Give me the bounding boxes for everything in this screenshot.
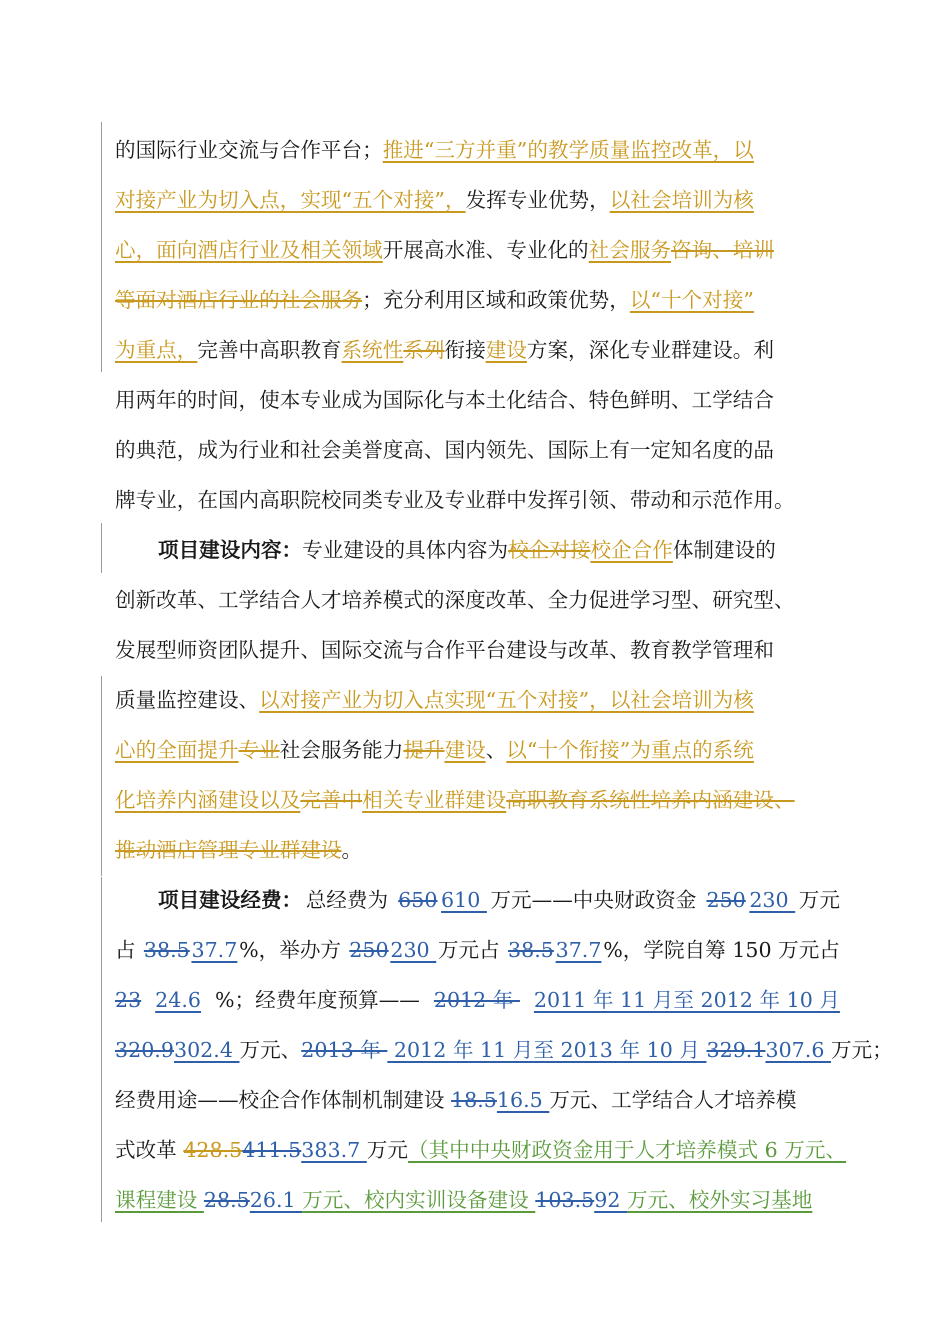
text-run-plain: %，举办方 [239, 938, 348, 962]
text-line [115, 683, 840, 717]
text-run-ins: 以“十个对接” [629, 288, 754, 312]
text-line [115, 633, 840, 667]
text-run-del: 专业 [238, 738, 280, 762]
text-run-insg: （其中中央财政资金用于人才培养模式 6 万元、 [407, 1138, 847, 1162]
text-run-ins: 心的全面提升 [115, 738, 239, 762]
text-run-insb: 16.5 [496, 1088, 550, 1112]
text-run-delb: 411.5 [242, 1138, 302, 1162]
text-run-plain: 衔接 [444, 338, 486, 362]
text-run-plain: 完善中高职教育 [197, 338, 342, 362]
text-run-plain: 万元、工学结合人才培养模 [549, 1088, 797, 1112]
text-run-plain: 万元——中央财政资金 [490, 888, 703, 912]
text-run-plain: 的典范，成为行业和社会美誉度高、国内领先、国际上有一定知名度的品 [115, 438, 774, 462]
text-run-insb: 307.6 [765, 1038, 831, 1062]
text-run-delb: 28.5 [203, 1188, 250, 1212]
text-run-insb: 230 [749, 888, 796, 912]
text-run-delb: 650 [398, 888, 438, 912]
text-run-ins: 系统性 [341, 338, 404, 362]
text-run-plain: ；充分利用区域和政策优势， [362, 288, 630, 312]
text-run-ins: 以社会培训为核 [609, 188, 754, 212]
text-line [115, 983, 840, 1017]
text-run-plain: 专业建设的具体内容为 [302, 538, 509, 562]
text-run-plain: 体制建设的 [672, 538, 776, 562]
text-run-del: 系列 [403, 338, 445, 362]
text-run-plain: %；经费年度预算—— [214, 988, 420, 1012]
text-run-del: 校企对接 [508, 538, 591, 562]
text-run-b: 项目建设经费： [158, 888, 303, 912]
text-line [115, 1183, 840, 1217]
text-run-delb: 329.1 [706, 1038, 766, 1062]
text-line [115, 733, 840, 767]
text-run-insg: 万元、校外实习基地 [627, 1188, 813, 1212]
text-line [115, 483, 840, 517]
text-run-delb: 250 [349, 938, 389, 962]
text-line [115, 283, 840, 317]
text-line [115, 333, 840, 367]
text-run-ins: 心，面向酒店行业及相关领域 [115, 238, 383, 262]
text-run-del: 高职教育系统性培养内涵建设、 [506, 788, 795, 812]
text-run-plain: 方案，深化专业群建设。利 [526, 338, 774, 362]
text-line [115, 1133, 847, 1167]
text-run-plain: 、 [485, 738, 507, 762]
text-run-plain: 的国际行业交流与合作平台； [115, 138, 383, 162]
text-run-delb: 2012 年 [433, 988, 520, 1012]
text-run-insb: 24.6 [155, 988, 202, 1012]
text-run-plain: 万元占 [437, 938, 507, 962]
text-run-insg: 课程建设 [115, 1188, 204, 1212]
text-line [115, 1033, 893, 1067]
text-run-delb: 38.5 [508, 938, 554, 962]
text-run-del: 完善中 [300, 788, 363, 812]
text-run-insb: 610 [441, 888, 487, 912]
text-run-plain: 质量监控建设、 [115, 688, 260, 712]
text-run-insb: 383.7 [301, 1138, 367, 1162]
revision-bar [101, 877, 102, 1222]
text-run-plain: 创新改革、工学结合人才培养模式的深度改革、全力促进学习型、研究型、 [115, 588, 795, 612]
text-run-ins: 校企合作 [590, 538, 673, 562]
text-run-plain: 经费用途——校企合作体制机制建设 [115, 1088, 452, 1112]
text-run-ins: 以对接产业为切入点实现“五个对接”，以社会培训为核 [259, 688, 754, 712]
revision-bar [101, 122, 102, 372]
text-run-plain: %，学院自筹 150 万元占 [603, 938, 840, 962]
text-run-plain: 社会服务能力 [279, 738, 404, 762]
text-line [115, 583, 840, 617]
text-line [115, 833, 840, 867]
text-run-plain: 用两年的时间，使本专业成为国际化与本土化结合、特色鲜明、工学结合 [115, 388, 774, 412]
text-run-ins: 推进“三方并重”的教学质量监控改革，以 [382, 138, 754, 162]
text-run-del: 等面对酒店行业的社会服务 [115, 288, 363, 312]
text-line [115, 133, 840, 167]
text-run-ins: 化培养内涵建设以及 [115, 788, 301, 812]
text-line [115, 233, 840, 267]
text-run-delb: 2013 年 [301, 1038, 388, 1062]
text-run-ins: 为重点， [115, 338, 198, 362]
text-run-plain: 发挥专业优势， [465, 188, 610, 212]
text-run-delb: 38.5 [143, 938, 190, 962]
text-run-ins: 社会服务 [588, 238, 672, 262]
text-line [115, 383, 840, 417]
text-run-insb: 230 [390, 938, 437, 962]
text-run-ins: 建设 [444, 738, 486, 762]
text-run-plain: 万元 [798, 888, 840, 912]
text-run-insg: 万元、校内实训设备建设 [302, 1188, 536, 1212]
text-run-ins: 相关专业群建设 [362, 788, 507, 812]
text-run-plain: 开展高水准、专业化的 [382, 238, 589, 262]
text-run-plain: 万元 [366, 1138, 408, 1162]
text-run-insb: 2011 年 11 月至 2012 年 10 月 [533, 988, 840, 1012]
text-run-plain: 总经费为 [305, 888, 395, 912]
text-run-insb: 2012 年 11 月至 2013 年 10 月 [387, 1038, 707, 1062]
text-run-del: 提升 [403, 738, 445, 762]
text-run-plain: 。 [341, 838, 363, 862]
text-line [115, 783, 840, 817]
revision-bar [101, 676, 102, 876]
text-line [158, 883, 840, 917]
text-run-del: 推动酒店管理专业群建设 [115, 838, 342, 862]
text-run-plain: 发展型师资团队提升、国际交流与合作平台建设与改革、教育教学管理和 [115, 638, 774, 662]
revision-bar [101, 523, 102, 573]
text-run-insb: 92 [594, 1188, 627, 1212]
text-run-insb: 26.1 [249, 1188, 303, 1212]
text-line [115, 933, 840, 967]
text-run-insb: 37.7 [191, 938, 238, 962]
text-line [115, 433, 840, 467]
text-run-ins: 建设 [485, 338, 527, 362]
text-run-plain: 式改革 [115, 1138, 184, 1162]
text-run-ins: 以“十个衔接”为重点的系统 [506, 738, 754, 762]
text-line [115, 183, 840, 217]
text-run-delb: 320.9 [115, 1038, 174, 1062]
text-run-b: 项目建设内容： [158, 538, 303, 562]
text-run-del: 咨询、培训 [671, 238, 774, 262]
text-run-plain: 万元、 [239, 1038, 302, 1062]
text-run-insb: 302.4 [173, 1038, 240, 1062]
text-run-del: 428.5 [183, 1138, 243, 1162]
text-run-delb: 18.5 [451, 1088, 497, 1112]
text-line [158, 533, 840, 567]
text-run-plain: 万元； [830, 1038, 893, 1062]
text-run-delb: 103.5 [535, 1188, 595, 1212]
text-run-delb: 23 [115, 988, 142, 1012]
text-line [115, 1083, 840, 1117]
text-run-plain: 占 [115, 938, 143, 962]
text-run-delb: 250 [706, 888, 746, 912]
text-run-plain: 牌专业，在国内高职院校同类专业及专业群中发挥引领、带动和示范作用。 [115, 488, 795, 512]
text-run-ins: 对接产业为切入点，实现“五个对接”， [115, 188, 466, 212]
text-run-insb: 37.7 [555, 938, 602, 962]
